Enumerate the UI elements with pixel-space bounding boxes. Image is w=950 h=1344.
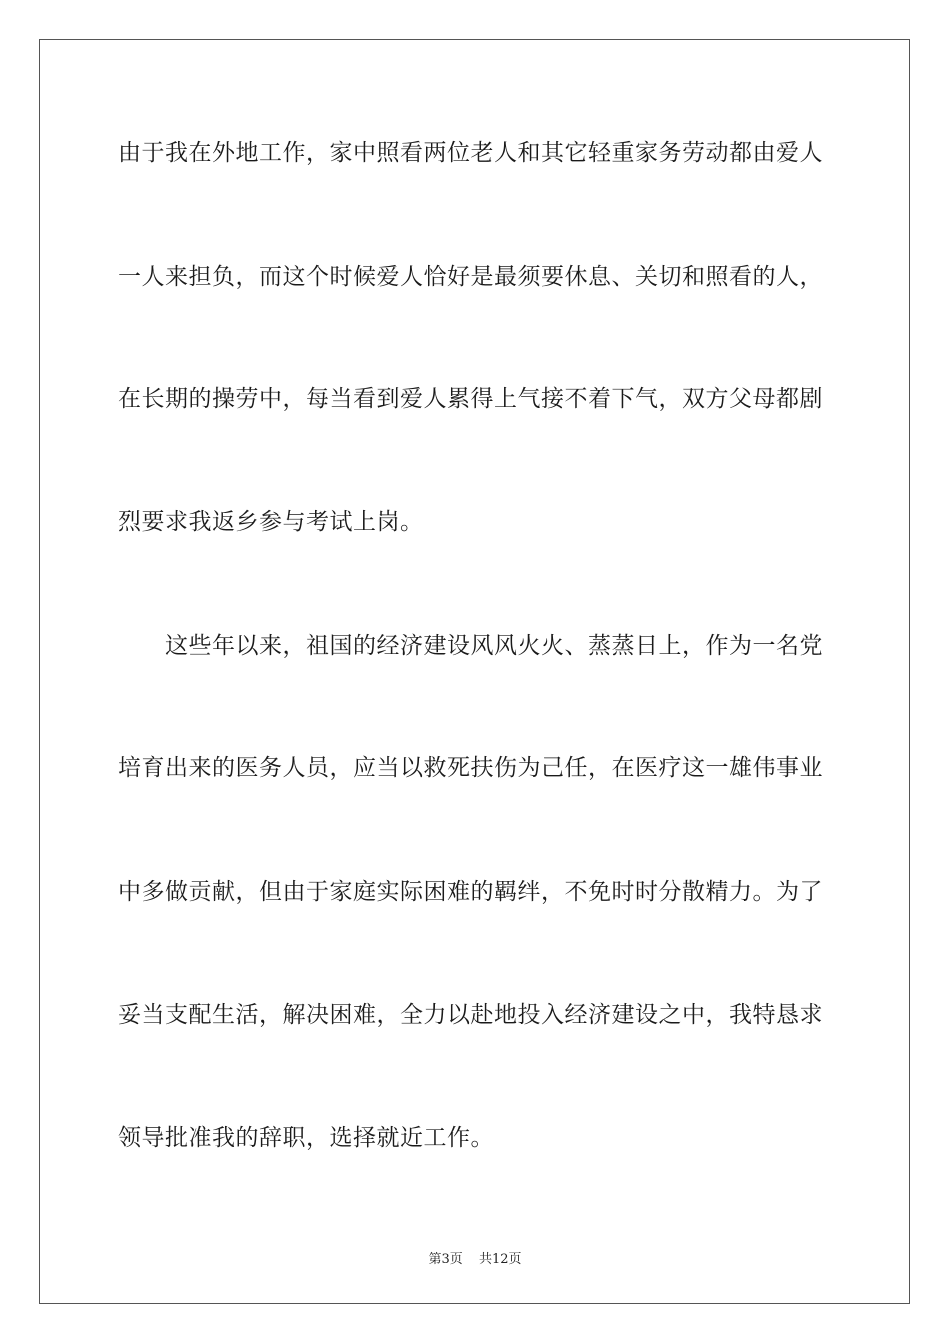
page-border [39, 39, 910, 1304]
text-line-6: 培育出来的医务人员，应当以救死扶伤为己任，在医疗这一雄伟事业 [118, 755, 823, 781]
page-number-current: 第3页 [428, 1252, 463, 1267]
text-line-2: 一人来担负，而这个时候爱人恰好是最须要休息、关切和照看的人， [118, 264, 823, 290]
page-number-total: 共12页 [478, 1252, 522, 1267]
page-footer [0, 1248, 950, 1267]
text-line-5: 这些年以来，祖国的经济建设风风火火、蒸蒸日上，作为一名党 [118, 633, 823, 659]
text-line-8: 妥当支配生活，解决困难，全力以赴地投入经济建设之中，我特恳求 [118, 1002, 823, 1028]
text-line-3: 在长期的操劳中，每当看到爱人累得上气接不着下气，双方父母都剧 [118, 386, 823, 412]
text-line-4: 烈要求我返乡参与考试上岗。 [118, 509, 424, 535]
text-line-7: 中多做贡献，但由于家庭实际困难的羁绊，不免时时分散精力。为了 [118, 879, 823, 905]
text-line-1: 由于我在外地工作，家中照看两位老人和其它轻重家务劳动都由爱人 [118, 140, 823, 166]
text-line-9: 领导批准我的辞职，选择就近工作。 [118, 1125, 494, 1151]
